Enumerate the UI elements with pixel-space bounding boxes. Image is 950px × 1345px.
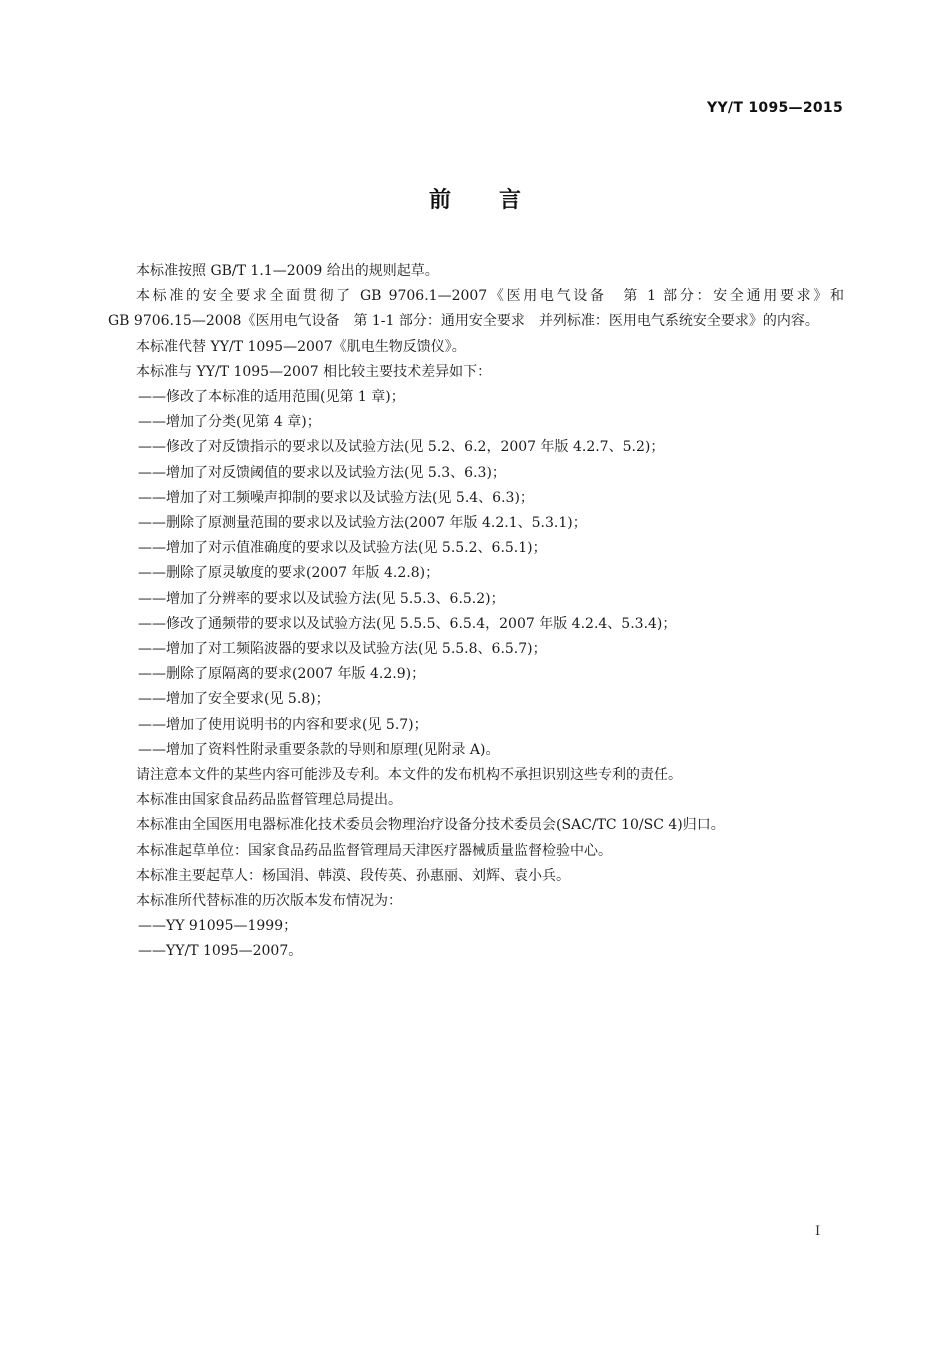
- paragraph-safety-line1: 本标准的安全要求全面贯彻了 GB 9706.1—2007《医用电气设备 第 1 部分：安全通用要求》和: [136, 288, 844, 305]
- list-item: ——增加了使用说明书的内容和要求(见 5.7)；: [138, 716, 428, 733]
- list-item: ——增加了分辨率的要求以及试验方法(见 5.5.3、6.5.2)；: [138, 590, 505, 607]
- list-item: ——修改了通频带的要求以及试验方法(见 5.5.5、6.5.4，2007 年版 4.2.4、5.3.4)；: [138, 615, 677, 632]
- paragraph-drafting-organization: 本标准起草单位：国家食品药品监督管理局天津医疗器械质量监督检验中心。: [136, 842, 612, 859]
- paragraph-replaces: 本标准代替 YY/T 1095—2007《肌电生物反馈仪》。: [136, 338, 466, 355]
- list-item: ——增加了安全要求(见 5.8)；: [138, 691, 330, 708]
- changes-list: [108, 385, 844, 763]
- list-item: ——YY/T 1095—2007。: [138, 943, 303, 960]
- paragraph-drafting-rules: 本标准按照 GB/T 1.1—2009 给出的规则起草。: [136, 263, 439, 279]
- paragraph-safety-rest: GB 9706.15—2008《医用电气设备 第 1-1 部分：通用安全要求 并列标准：医用电气系统安全要求》的内容。: [108, 313, 819, 330]
- list-item: ——删除了原测量范围的要求以及试验方法(2007 年版 4.2.1、5.3.1)；: [138, 515, 587, 532]
- standard-code: YY/T 1095—2015: [707, 100, 843, 116]
- paragraph-history-intro: 本标准所代替标准的历次版本发布情况为：: [136, 893, 402, 910]
- page-number: I: [815, 1224, 821, 1239]
- list-item: ——删除了原隔离的要求(2007 年版 4.2.9)；: [138, 666, 426, 683]
- list-item: ——修改了本标准的适用范围(见第 1 章)；: [138, 389, 405, 406]
- list-item: ——删除了原灵敏度的要求(2007 年版 4.2.8)；: [138, 565, 440, 582]
- list-item: ——YY 91095—1999；: [138, 918, 298, 935]
- list-item: ——增加了对工频噪声抑制的要求以及试验方法(见 5.4、6.3)；: [138, 489, 534, 506]
- list-item: ——增加了对反馈阈值的要求以及试验方法(见 5.3、6.3)；: [138, 464, 506, 481]
- paragraph-patent-notice: 请注意本文件的某些内容可能涉及专利。本文件的发布机构不承担识别这些专利的责任。: [136, 767, 682, 784]
- history-list: [108, 914, 844, 964]
- list-item: ——增加了分类(见第 4 章)；: [138, 414, 321, 431]
- foreword-body: [108, 259, 844, 965]
- list-item: ——增加了对示值准确度的要求以及试验方法(见 5.5.2、6.5.1)；: [138, 540, 547, 557]
- paragraph-under-jurisdiction: 本标准由全国医用电器标准化技术委员会物理治疗设备分技术委员会(SAC/TC 10/SC 4)归口。: [136, 817, 725, 834]
- paragraph-differences-intro: 本标准与 YY/T 1095—2007 相比较主要技术差异如下：: [136, 363, 492, 380]
- paragraph-proposed-by: 本标准由国家食品药品监督管理总局提出。: [136, 792, 402, 809]
- paragraph-drafters: 本标准主要起草人：杨国涓、韩漠、段传英、孙惠丽、刘辉、袁小兵。: [136, 867, 570, 884]
- list-item: ——增加了资料性附录重要条款的导则和原理(见附录 A)。: [138, 741, 500, 758]
- list-item: ——增加了对工频陷波器的要求以及试验方法(见 5.5.8、6.5.7)；: [138, 641, 547, 658]
- list-item: ——修改了对反馈指示的要求以及试验方法(见 5.2、6.2，2007 年版 4.2.7、5.2)；: [138, 439, 665, 456]
- page-title: 前言: [428, 188, 569, 213]
